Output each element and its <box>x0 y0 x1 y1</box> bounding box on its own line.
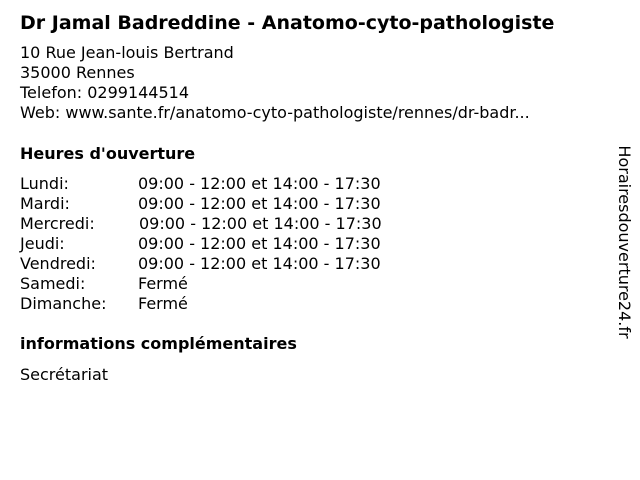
day-hours: Fermé <box>138 294 188 313</box>
extra-info-heading: informations complémentaires <box>20 334 297 353</box>
address-street: 10 Rue Jean-louis Bertrand <box>20 43 234 62</box>
website-link[interactable]: Web: www.sante.fr/anatomo-cyto-pathologiste/rennes/dr-badr... <box>20 103 530 122</box>
address-city: 35000 Rennes <box>20 63 135 82</box>
day-label: Mardi: <box>20 194 70 213</box>
day-label: Vendredi: <box>20 254 96 273</box>
hours-row-tuesday <box>20 194 440 214</box>
day-hours: 09:00 - 12:00 et 14:00 - 17:30 <box>138 254 381 273</box>
hours-row-monday <box>20 174 440 194</box>
page-title: Dr Jamal Badreddine - Anatomo-cyto-pathologiste <box>20 12 555 34</box>
watermark-text: Horairesdouverture24.fr <box>615 145 634 339</box>
hours-row-wednesday <box>20 214 440 234</box>
day-label: Samedi: <box>20 274 86 293</box>
day-label: Mercredi: <box>20 214 95 233</box>
day-hours: 09:00 - 12:00 et 14:00 - 17:30 <box>139 214 382 233</box>
day-hours: 09:00 - 12:00 et 14:00 - 17:30 <box>138 194 381 213</box>
day-hours: Fermé <box>138 274 188 293</box>
hours-row-saturday <box>20 274 440 294</box>
hours-list <box>20 174 440 314</box>
day-label: Dimanche: <box>20 294 107 313</box>
extra-info-text: Secrétariat <box>20 365 109 384</box>
hours-row-thursday <box>20 234 440 254</box>
day-hours: 09:00 - 12:00 et 14:00 - 17:30 <box>138 234 381 253</box>
hours-row-sunday <box>20 294 440 314</box>
day-label: Lundi: <box>20 174 69 193</box>
day-label: Jeudi: <box>20 234 65 253</box>
hours-row-friday <box>20 254 440 274</box>
hours-heading: Heures d'ouverture <box>20 144 196 163</box>
contact-info <box>20 43 530 123</box>
day-hours: 09:00 - 12:00 et 14:00 - 17:30 <box>138 174 381 193</box>
phone-number: Telefon: 0299144514 <box>20 83 190 102</box>
